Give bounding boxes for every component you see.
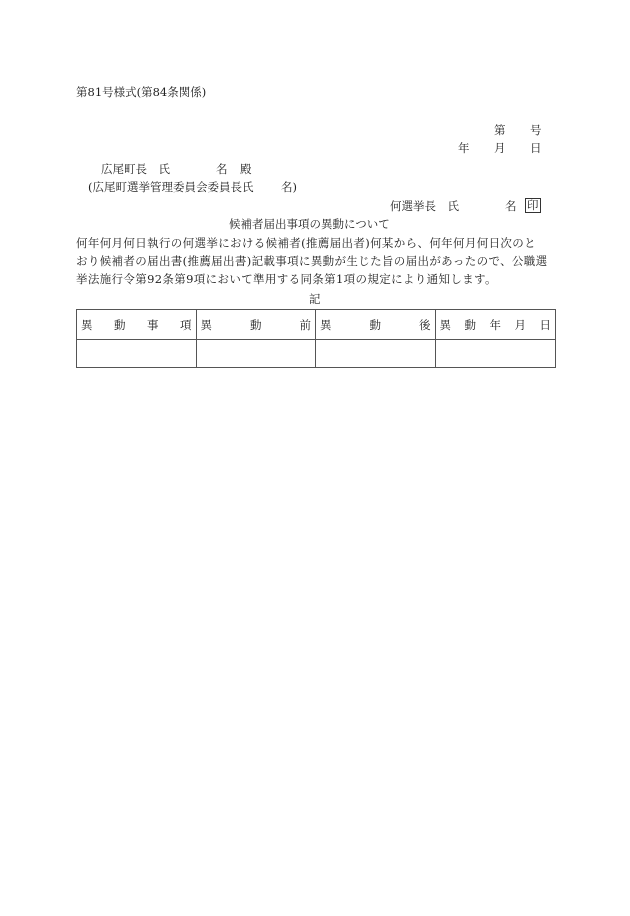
body-line-3: 挙法施行令第92条第9項において準用する同条第1項の規定により通知します。 bbox=[76, 272, 497, 286]
addressee-alt-name: 名) bbox=[281, 180, 297, 194]
change-table bbox=[76, 309, 556, 368]
ki-label: 記 bbox=[309, 292, 321, 306]
addressee-name: 名 bbox=[216, 162, 228, 176]
addressee-title: 広尾町長 氏 bbox=[101, 162, 170, 176]
subject: 候補者届出事項の異動について bbox=[229, 217, 390, 231]
header-change-date: 異 動 年 月 日 bbox=[439, 317, 551, 332]
addressee-alt-title: (広尾町選挙管理委員会委員長氏 bbox=[88, 180, 254, 194]
doc-number-go: 号 bbox=[530, 123, 542, 137]
table-row bbox=[77, 340, 555, 368]
sender-name: 名 bbox=[505, 199, 517, 213]
body-line-2: おり候補者の届出書(推薦届出書)記載事項に異動が生じた旨の届出があったので、公職選 bbox=[76, 254, 548, 268]
sender-title: 何選挙長 氏 bbox=[390, 199, 459, 213]
body-line-1: 何年何月何日執行の何選挙における候補者(推薦届出者)何某から、何年何月何日次のと bbox=[76, 236, 536, 250]
header-after-change: 異 動 後 bbox=[316, 310, 436, 339]
cell-after-change bbox=[316, 340, 436, 368]
cell-change-date bbox=[436, 340, 556, 368]
seal-icon: 印 bbox=[527, 198, 539, 212]
form-number: 第81号様式(第84条関係) bbox=[76, 85, 207, 99]
header-change-item: 異 動 事 項 bbox=[77, 310, 197, 339]
cell-change-item bbox=[77, 340, 197, 368]
header-before-change: 異 動 前 bbox=[197, 310, 317, 339]
date-day: 日 bbox=[530, 141, 542, 155]
doc-number-dai: 第 bbox=[494, 123, 506, 137]
table-header-row bbox=[77, 310, 555, 340]
date-year: 年 bbox=[458, 141, 470, 155]
addressee-honorific: 殿 bbox=[240, 162, 252, 176]
seal-mark bbox=[525, 198, 541, 213]
cell-before-change bbox=[197, 340, 317, 368]
date-month: 月 bbox=[494, 141, 506, 155]
